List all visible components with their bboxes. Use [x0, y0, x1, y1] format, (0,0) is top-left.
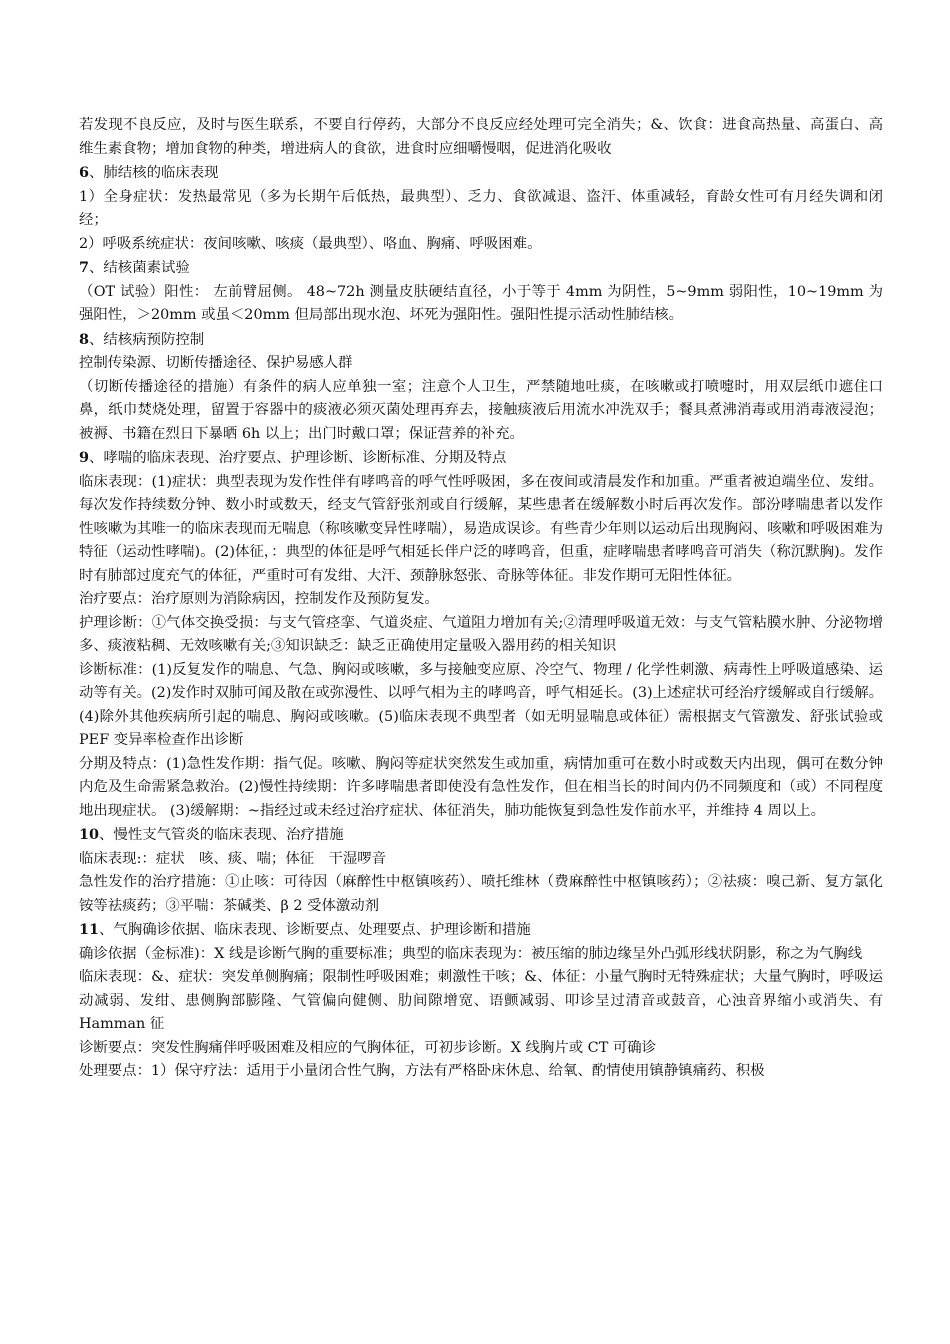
section-title: 、肺结核的临床表现: [89, 165, 219, 181]
paragraph: （OT 试验）阳性： 左前臂屈侧。 48~72h 测量皮肤硬结直径，小于等于 4mm 为阴性，5~9mm 弱阳性，10~19mm 为强阳性，＞20mm 或虽＜20mm 但局部出现水泡、坏死为强阳性。强阳性提示活动性肺结核。: [79, 283, 883, 323]
section-number: 6: [79, 164, 90, 181]
section-title: 、慢性支气管炎的临床表现、治疗措施: [99, 827, 344, 843]
section-heading: [79, 918, 883, 943]
paragraph: 分期及特点：(1)急性发作期：指气促。咳嗽、胸闷等症状突然发生或加重，病情加重可在数小时或数天内出现，偶可在数分钟内危及生命需紧急救治。(2)慢性持续期：许多哮喘患者即使没有急性发作，但在相当长的时间内仍不同频度和（或）不同程度地出现症状。 (3)缓解期：~指经过或未经过治疗症状、体征消失，肺功能恢复到急性发作前水平，并维持 4 周以上。: [79, 755, 883, 819]
section-title: 、结核菌素试验: [89, 260, 190, 276]
section-number: 7: [79, 259, 90, 276]
section-title: 、气胸确诊依据、临床表现、诊断要点、处理要点、护理诊断和措施: [99, 922, 531, 938]
section-heading: [79, 328, 883, 353]
paragraph: 治疗要点：治疗原则为消除病因，控制发作及预防复发。: [79, 591, 439, 607]
paragraph: 诊断要点：突发性胸痛伴呼吸困难及相应的气胸体征，可初步诊断。X 线胸片或 CT 可确诊: [79, 1039, 657, 1056]
paragraph: 临床表现：(1)症状：典型表现为发作性伴有哮鸣音的呼气性呼吸困，多在夜间或清晨发作和加重。严重者被迫端坐位、发绀。每次发作持续数分钟、数小时或数天，经支气管舒张剂或自行缓解，某些患者在缓解数小时后再次发作。部汾哮喘患者以发作性咳嗽为其唯一的临床表现而无喘息（称咳嗽变异性哮喘），易造成误诊。有些青少年则以运动后出现胸闷、咳嗽和呼吸困难为特征（运动性哮喘)。(2)体征，：典型的体征是呼气相延长伴户泛的哮鸣音，但重，症哮喘患者哮鸣音可消失（称沉默胸)。发作时有肺部过度充气的体征，严重时可有发绀、大汗、颈静脉怒张、奇脉等体征。非发作期可无阳性体征。: [79, 473, 883, 584]
section-number: 8: [79, 330, 90, 348]
paragraph: 急性发作的治疗措施：①止咳：可待因（麻醉性中枢镇咳药）、喷托维林（费麻醉性中枢镇咳药）；②祛痰：嗅己新、复方氯化铵等祛痰药；③平喘：茶碱类、β 2 受体激动剂: [79, 874, 883, 914]
paragraph: （切断传播途径的措施）有条件的病人应单独一室；注意个人卫生，严禁随地吐痰，在咳嗽或打喷嚏时，用双层纸巾遮住口鼻，纸巾焚烧处理，留置于容器中的痰液必须灭菌处理再弃去，接触痰液后用流水冲洗双手；餐具煮沸消毒或用消毒液浸泡；被褥、书籍在烈日下暴晒 6h 以上；出门时戴口罩；保证营养的补充。: [79, 378, 883, 442]
section-number: 11: [79, 921, 100, 938]
paragraph: 临床表现：&、症状：突发单侧胸痛；限制性呼吸困难；刺激性干咳；&、体征：小量气胸时无特殊症状；大量气胸时，呼吸运动减弱、发绀、患侧胸部膨隆、气管偏向健侧、肋间隙增宽、语颤减弱、叩诊呈过清音或鼓音，心浊音界缩小或消失、有 Hamman 征: [79, 969, 883, 1032]
section-heading: [79, 161, 883, 186]
section-heading: [79, 823, 883, 848]
paragraph: 确诊依据（金标准)：X 线是诊断气胸的重要标准；典型的临床表现为：被压缩的肺边缘呈外凸弧形线状阴影，称之为气胸线: [79, 945, 863, 962]
paragraph: 处理要点：1）保守疗法：适用于小量闭合性气胸，方法有严格卧床休息、给氧、酌情使用镇静镇痛药、积极: [79, 1063, 765, 1079]
section-title: 、结核病预防控制: [89, 331, 205, 348]
paragraph: 护理诊断：①气体交换受损：与支气管痉挛、气道炎症、气道阻力增加有关;②清理呼吸道无效：与支气管粘膜水肿、分泌物增多、痰液粘稠、无效咳嗽有关;③知识缺乏：缺乏正确使用定量吸入器用药的相关知识: [79, 614, 883, 654]
paragraph: 临床表现:：症状 咳、痰、喘；体征 干湿啰音: [79, 850, 387, 867]
section-heading: [79, 256, 883, 281]
section-number: 9: [79, 449, 90, 466]
document-page: [79, 114, 883, 1084]
paragraph: 若发现不良反应，及时与医生联系，不要自行停药，大部分不良反应经处理可完全消失；&、饮食：进食高热量、高蛋白、高维生素食物；增加食物的种类，增进病人的食欲，进食时应细嚼慢咽，促进消化吸收: [79, 117, 883, 157]
paragraph: 2）呼吸系统症状：夜间咳嗽、咳痰（最典型）、咯血、胸痛、呼吸困难。: [79, 235, 542, 252]
paragraph: 1）全身症状：发热最常见（多为长期午后低热，最典型）、乏力、食欲减退、盗汗、体重减轻，育龄女性可有月经失调和闭经；: [79, 188, 883, 228]
section-title: 、哮喘的临床表现、治疗要点、护理诊断、诊断标准、分期及特点: [89, 450, 507, 466]
section-heading: [79, 446, 883, 471]
section-number: 10: [79, 826, 100, 843]
paragraph: 控制传染源、切断传播途径、保护易感人群: [79, 355, 353, 371]
paragraph: 诊断标准：(1)反复发作的喘息、气急、胸闷或咳嗽，多与接触变应原、冷空气、物理 / 化学性刺激、病毒性上呼吸道感染、运动等有关。(2)发作时双肺可闻及散在或弥漫性、以呼气相为主的哮鸣音，呼气相延长。(3)上述症状可经治疗缓解或自行缓解。(4)除外其他疾病所引起的喘息、胸闷或咳嗽。(5)临床表现不典型者（如无明显喘息或体征）需根据支气管激发、舒张试验或 PEF 变异率检查作出诊断: [79, 661, 883, 748]
